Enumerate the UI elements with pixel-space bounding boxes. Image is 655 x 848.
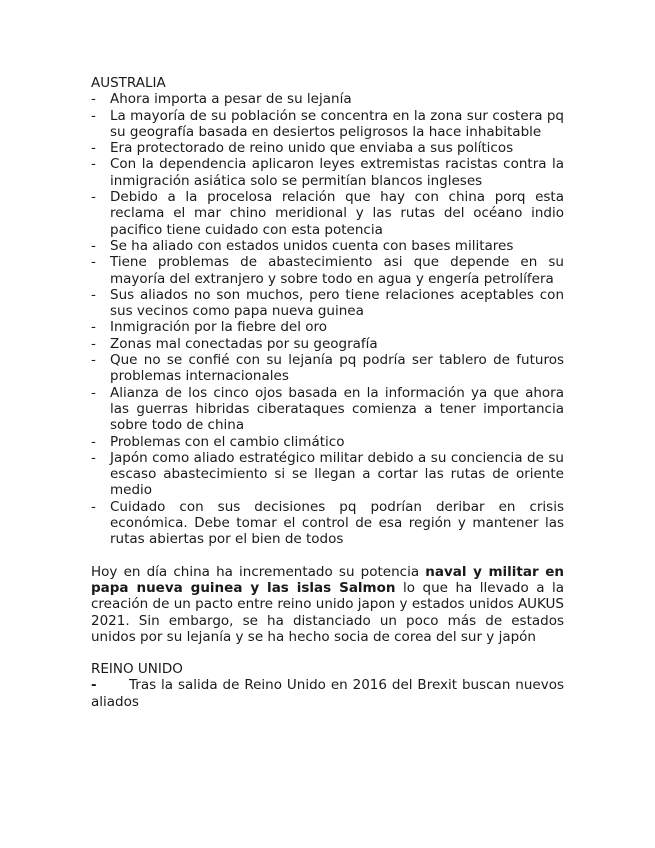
list-item-text: Se ha aliado con estados unidos cuenta con bases militares xyxy=(110,237,514,254)
bullet-dash: - xyxy=(91,352,96,369)
list-item xyxy=(91,385,564,434)
list-item xyxy=(91,434,564,450)
list-item xyxy=(91,156,564,189)
list-item xyxy=(91,238,564,254)
list-item xyxy=(91,287,564,320)
document-page xyxy=(91,75,564,710)
list-item-text: La mayoría de su población se concentra en la zona sur costera pq su geografía basada en desiertos peligrosos la hace inhabitable xyxy=(110,107,564,140)
list-item-text: Problemas con el cambio climático xyxy=(110,433,345,450)
bullet-dash: - xyxy=(91,189,96,206)
bullet-dash: - xyxy=(91,91,96,108)
bullet-dash: - xyxy=(91,498,96,515)
list-item-text: Ahora importa a pesar de su lejanía xyxy=(110,91,352,108)
australia-bullet-list xyxy=(91,91,564,547)
list-item xyxy=(91,319,564,335)
list-item-text: Japón como aliado estratégico militar debido a su conciencia de su escaso abastecimiento si se llegan a cortar las rutas de oriente medio xyxy=(110,449,564,499)
bullet-dash: - xyxy=(91,449,96,466)
list-item xyxy=(91,352,564,385)
list-item-text: Inmigración por la fiebre del oro xyxy=(110,319,328,336)
list-item-text: Que no se confié con su lejanía pq podría ser tablero de futuros problemas internacionales xyxy=(110,352,564,385)
list-item-text: Debido a la procelosa relación que hay con china porq esta reclama el mar chino meridional y las rutas del océano indio pacifico tiene cuidado con esta potencia xyxy=(110,189,564,238)
section-reino-unido xyxy=(91,661,564,710)
list-item xyxy=(91,140,564,156)
list-item-text: Alianza de los cinco ojos basada en la información ya que ahora las guerras hibridas ciberataques comienza a tener importancia sobre todo de china xyxy=(110,384,564,434)
list-item-text: Era protectorado de reino unido que enviaba a sus políticos xyxy=(110,140,514,157)
bullet-dash: - xyxy=(91,140,96,157)
list-item-text: Sus aliados no son muchos, pero tiene relaciones aceptables con sus vecinos como papa nueva guinea xyxy=(110,286,564,320)
paragraph-text-start: Hoy en día china ha incrementado su potencia xyxy=(91,563,426,580)
list-item xyxy=(91,254,564,287)
section-heading-reino-unido: REINO UNIDO xyxy=(91,661,183,678)
list-item xyxy=(91,677,564,710)
list-item-text: Con la dependencia aplicaron leyes extremistas racistas contra la inmigración asiática solo se permitían blancos ingleses xyxy=(110,156,564,189)
bullet-dash: - xyxy=(91,156,96,173)
bullet-dash: - xyxy=(91,335,96,352)
paragraph-bold-text: naval y militar en papa nueva guinea y las islas Salmon xyxy=(91,563,564,596)
bullet-dash: - xyxy=(91,286,96,303)
body-paragraph xyxy=(91,564,564,645)
list-item-text: Zonas mal conectadas por su geografía xyxy=(110,335,378,352)
list-item xyxy=(91,336,564,352)
section-heading-australia: AUSTRALIA xyxy=(91,75,166,91)
bullet-dash: - xyxy=(91,384,96,401)
bullet-dash: - xyxy=(91,254,96,271)
bullet-dash: - xyxy=(91,433,96,450)
bullet-dash: - xyxy=(91,237,96,254)
list-item-text: Tras la salida de Reino Unido en 2016 del Brexit buscan nuevos aliados xyxy=(91,677,564,710)
paragraph-text-end: lo que ha llevado a la creación de un pacto entre reino unido japon y estados unidos AUKUS 2021. Sin embargo, se ha distanciado un poco más de estados unidos por su lejanía y se ha hecho socia de corea del sur y japón xyxy=(91,579,565,645)
list-item xyxy=(91,450,564,499)
list-item xyxy=(91,108,564,141)
list-item-text: Cuidado con sus decisiones pq podrían deribar en crisis económica. Debe tomar el control de esa región y mantener las rutas abiertas por el bien de todos xyxy=(110,498,564,548)
list-item xyxy=(91,499,564,548)
bullet-dash: - xyxy=(91,107,96,124)
list-item xyxy=(91,189,564,238)
bullet-dash: - xyxy=(91,677,97,694)
list-item xyxy=(91,91,564,107)
list-item-text: Tiene problemas de abastecimiento asi que depende en su mayoría del extranjero y sobre todo en agua y engería petrolífera xyxy=(110,254,564,287)
bullet-dash: - xyxy=(91,319,96,336)
